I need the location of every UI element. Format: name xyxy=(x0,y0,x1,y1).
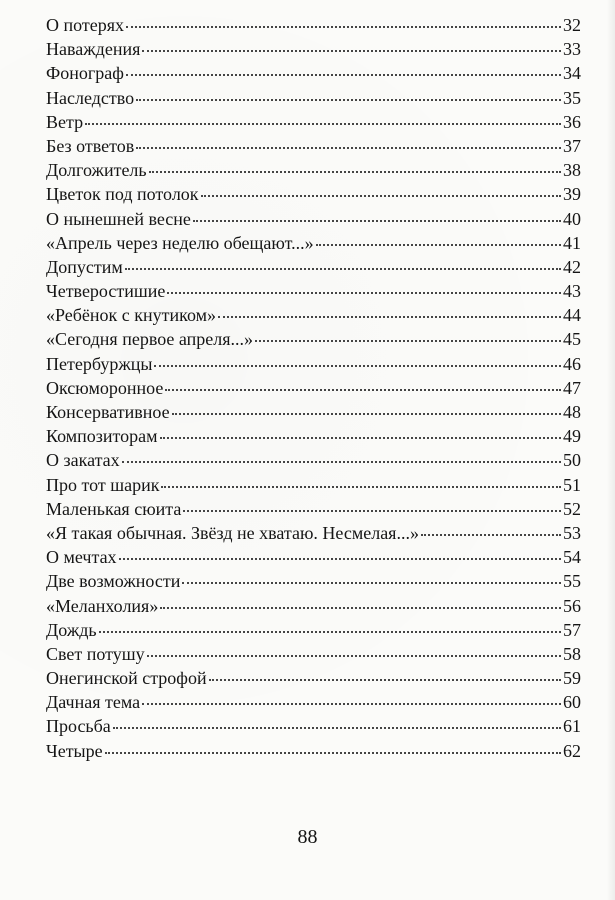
dot-leader xyxy=(316,243,561,246)
dot-leader xyxy=(149,170,561,173)
toc-entry-title: Наваждения xyxy=(46,39,141,60)
toc-entry-page-number: 43 xyxy=(563,281,581,302)
toc-entry-page-number: 50 xyxy=(563,450,581,471)
toc-entry-title: Дождь xyxy=(46,619,97,640)
dot-leader xyxy=(126,25,561,28)
dot-leader xyxy=(172,412,561,415)
toc-entry xyxy=(46,134,581,158)
toc-entry-title: О мечтах xyxy=(46,547,117,568)
toc-entry-page-number: 53 xyxy=(563,522,581,543)
toc-entry xyxy=(46,400,581,424)
toc-entry xyxy=(46,110,581,134)
toc-entry xyxy=(46,13,581,37)
toc-entry xyxy=(46,642,581,666)
dot-leader xyxy=(99,630,561,633)
dot-leader xyxy=(125,267,561,270)
dot-leader xyxy=(255,339,561,342)
dot-leader xyxy=(201,194,561,197)
toc-entry-page-number: 48 xyxy=(563,402,581,422)
dot-leader xyxy=(122,460,561,463)
toc-entry xyxy=(46,666,581,690)
dot-leader xyxy=(165,388,561,391)
dot-leader xyxy=(126,73,561,76)
toc-entry-page-number: 58 xyxy=(563,643,581,664)
toc-entry-page-number: 37 xyxy=(563,135,581,156)
toc-entry xyxy=(46,569,581,593)
page-edge-shadow xyxy=(607,0,615,900)
toc-entry-title: Дачная тема xyxy=(46,692,141,713)
toc-entry xyxy=(46,207,581,231)
dot-leader xyxy=(113,726,561,729)
toc-entry-title: Наследство xyxy=(46,87,135,108)
table-of-contents xyxy=(46,13,581,763)
toc-entry-page-number: 33 xyxy=(563,39,581,60)
toc-entry-title: Четверостишие xyxy=(46,281,166,302)
toc-entry-page-number: 49 xyxy=(563,426,581,447)
toc-entry xyxy=(46,327,581,351)
toc-entry-page-number: 38 xyxy=(563,160,581,181)
toc-entry-page-number: 55 xyxy=(563,571,581,592)
toc-entry xyxy=(46,61,581,85)
toc-entry-title: Просьба xyxy=(46,716,111,737)
toc-entry xyxy=(46,618,581,642)
toc-entry-title: О закатах xyxy=(46,450,120,471)
toc-entry-page-number: 39 xyxy=(563,184,581,205)
toc-entry-title: О потерях xyxy=(46,15,125,35)
toc-entry-page-number: 47 xyxy=(563,377,581,398)
toc-entry-page-number: 41 xyxy=(563,232,581,253)
toc-entry-title: Петербуржцы xyxy=(46,353,153,374)
toc-entry-page-number: 57 xyxy=(563,619,581,640)
dot-leader xyxy=(160,436,561,439)
toc-entry-page-number: 44 xyxy=(563,305,581,326)
dot-leader xyxy=(142,702,561,705)
toc-entry xyxy=(46,714,581,738)
toc-entry-page-number: 60 xyxy=(563,692,581,713)
toc-entry-title: «Я такая обычная. Звёзд не хватаю. Несмелая...» xyxy=(46,522,419,543)
toc-entry-title: Оксюморонное xyxy=(46,377,164,398)
toc-entry xyxy=(46,255,581,279)
dot-leader xyxy=(167,291,561,294)
dot-leader xyxy=(421,533,561,536)
toc-entry xyxy=(46,739,581,763)
toc-entry xyxy=(46,690,581,714)
dot-leader xyxy=(183,509,561,512)
toc-entry xyxy=(46,545,581,569)
toc-entry-title: Композиторам xyxy=(46,426,158,447)
dot-leader xyxy=(161,485,561,488)
toc-entry-title: Долгожитель xyxy=(46,160,147,181)
dot-leader xyxy=(154,364,561,367)
toc-entry xyxy=(46,303,581,327)
toc-entry-page-number: 51 xyxy=(563,474,581,495)
toc-entry-page-number: 56 xyxy=(563,595,581,616)
dot-leader xyxy=(182,581,561,584)
toc-entry xyxy=(46,473,581,497)
toc-entry xyxy=(46,497,581,521)
toc-entry-title: Консервативное xyxy=(46,402,170,422)
toc-entry-page-number: 35 xyxy=(563,87,581,108)
toc-entry-title: «Ребёнок с кнутиком» xyxy=(46,305,217,326)
toc-entry xyxy=(46,279,581,303)
toc-entry-title: Допустим xyxy=(46,256,123,277)
page-number: 88 xyxy=(297,826,318,848)
toc-entry-title: Онегинской строфой xyxy=(46,668,207,689)
toc-entry-title: Цветок под потолок xyxy=(46,184,199,205)
toc-entry xyxy=(46,158,581,182)
toc-entry-page-number: 34 xyxy=(563,63,581,84)
toc-entry-title: Без ответов xyxy=(46,135,135,156)
dot-leader xyxy=(105,751,561,754)
toc-entry-title: «Апрель через неделю обещают...» xyxy=(46,232,314,253)
dot-leader xyxy=(209,678,561,681)
toc-entry xyxy=(46,182,581,206)
toc-entry xyxy=(46,352,581,376)
toc-entry-page-number: 59 xyxy=(563,668,581,689)
toc-entry xyxy=(46,37,581,61)
toc-entry-title: Ветр xyxy=(46,111,84,132)
toc-entry-page-number: 61 xyxy=(563,716,581,737)
dot-leader xyxy=(142,49,561,52)
toc-entry-page-number: 45 xyxy=(563,329,581,350)
toc-entry-page-number: 62 xyxy=(563,740,581,761)
toc-entry-title: Фонограф xyxy=(46,63,124,84)
toc-entry xyxy=(46,86,581,110)
toc-entry xyxy=(46,521,581,545)
toc-entry-page-number: 40 xyxy=(563,208,581,229)
toc-entry-title: Маленькая сюита xyxy=(46,498,182,519)
toc-entry-title: «Сегодня первое апреля...» xyxy=(46,329,254,350)
toc-entry-title: «Меланхолия» xyxy=(46,595,159,616)
toc-entry xyxy=(46,424,581,448)
toc-entry-page-number: 32 xyxy=(563,15,581,35)
toc-entry-title: Две возможности xyxy=(46,571,181,592)
toc-entry-title: Четыре xyxy=(46,740,103,761)
dot-leader xyxy=(218,315,561,318)
toc-entry-page-number: 52 xyxy=(563,498,581,519)
toc-entry xyxy=(46,376,581,400)
dot-leader xyxy=(160,606,561,609)
toc-entry-title: О нынешней весне xyxy=(46,208,191,229)
dot-leader xyxy=(193,219,561,222)
dot-leader xyxy=(147,654,561,657)
toc-entry-title: Свет потушу xyxy=(46,643,145,664)
toc-entry xyxy=(46,594,581,618)
dot-leader xyxy=(136,98,561,101)
dot-leader xyxy=(85,122,561,125)
dot-leader xyxy=(119,557,561,560)
toc-entry-page-number: 46 xyxy=(563,353,581,374)
toc-entry-page-number: 54 xyxy=(563,547,581,568)
dot-leader xyxy=(136,146,561,149)
toc-entry-page-number: 42 xyxy=(563,256,581,277)
toc-entry xyxy=(46,231,581,255)
toc-entry-title: Про тот шарик xyxy=(46,474,160,495)
toc-entry-page-number: 36 xyxy=(563,111,581,132)
toc-entry xyxy=(46,448,581,472)
